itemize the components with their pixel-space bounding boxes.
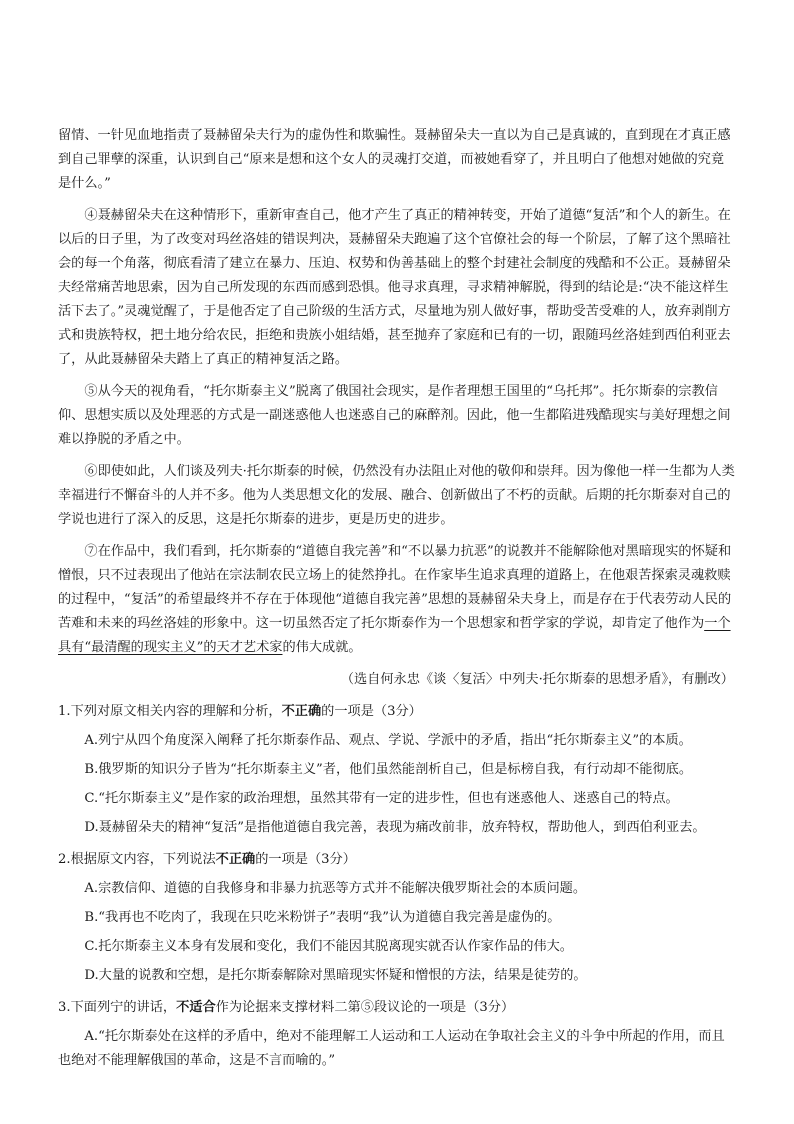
passage-paragraph-4: ④聂赫留朵夫在这种情形下，重新审查自己，他才产生了真正的精神转变，开始了道德“复活”和个人的新生。在以后的日子里，为了改变对玛丝洛娃的错误判决，聂赫留朵夫跑遍了这个官僚社会的每一个阶层，了解了这个黑暗社会的每一个角落，彻底看清了建立在暴力、压迫、权势和伪善基础上的整个封建社会制度的残酷和不公正。聂赫留朵夫经常痛苦地思索，因为自己所发现的东西而感到恐惧。他寻求真理，寻求精神解脱，得到的结论是:“决不能这样生活下去了。”灵魂觉醒了，于是他否定了自己阶级的生活方式，尽量地为别人做好事，帮助受苦受难的人，放弃剥削方式和贵族特权，把土地分给农民，拒绝和贵族小姐结婚，甚至抛弃了家庭和已有的一切，跟随玛丝洛娃到西伯利亚去了，从此聂赫留朵夫踏上了真正的精神复活之路。 — [58, 208, 731, 367]
question-2-option-b: B.“我再也不吃肉了，我现在只吃米粉饼子”表明“我”认为道德自我完善是虚伪的。 — [84, 910, 561, 925]
question-1-option-a: A.列宁从四个角度深入阐释了托尔斯泰作品、观点、学说、学派中的矛盾，指出“托尔斯泰主义”的本质。 — [84, 733, 692, 748]
question-1-stem-b: 的一项是（3分） — [321, 704, 422, 719]
question-2-option-c: C.托尔斯泰主义本身有发展和变化，我们不能因其脱离现实就否认作家作品的伟大。 — [84, 939, 573, 954]
question-1-option-c: C.“托尔斯泰主义”是作家的政治理想，虽然其带有一定的进步性，但也有迷惑他人、迷惑自己的特点。 — [84, 791, 679, 806]
passage-paragraph-6: ⑥即使如此，人们谈及列夫·托尔斯泰的时候，仍然没有办法阻止对他的敬仰和崇拜。因为像他一样一生都为人类幸福进行不懈奋斗的人并不多。他为人类思想文化的发展、融合、创新做出了不朽的贡献。后期的托尔斯泰对自己的学说也进行了深入的反思，这是托尔斯泰的进步，更是历史的进步。 — [58, 464, 735, 527]
question-3-stem — [58, 996, 736, 1020]
question-1 — [58, 700, 736, 840]
question-2-stem — [58, 848, 736, 872]
question-1-emphasis: 不正确 — [281, 704, 322, 719]
question-2-option-d: D.大量的说教和空想，是托尔斯泰解除对黑暗现实怀疑和憎恨的方法，结果是徒劳的。 — [84, 968, 587, 983]
paragraph-7-text-a: ⑦在作品中，我们看到，托尔斯泰的“道德自我完善”和“不以暴力抗恶”的说教并不能解除他对黑暗现实的怀疑和憎恨，只不过表现出了他站在宗法制农民立场上的徒然挣扎。在作家毕生追求真理的道路上，在他艰苦探索灵魂救赎的过程中，“复活”的希望最终并不存在于体现他“道德自我完善”思想的聂赫留朵夫身上，而是存在于代表劳动人民的苦难和未来的玛丝洛娃的形象中。这一切虽然否定了托尔斯泰作为一个思想家和哲学家的学说，却肯定了他作为 — [58, 544, 732, 631]
passage-source: （选自何永忠《谈〈复活〉中列夫·托尔斯泰的思想矛盾》，有删改） — [340, 672, 734, 687]
passage-paragraph-5: ⑤从今天的视角看，“托尔斯泰主义”脱离了俄国社会现实，是作者理想王国里的“乌托邦”。托尔斯泰的宗教信仰、思想实质以及处理恶的方式是一副迷惑他人也迷惑自己的麻醉剂。因此，他一生都陷进残酷现实与美好理想之间难以挣脱的矛盾之中。 — [58, 384, 731, 447]
question-2-emphasis: 不正确 — [215, 852, 256, 867]
question-1-option-d: D.聂赫留朵夫的精神“复活”是指他道德自我完善，表现为痛改前非，放弃特权，帮助他人，到西伯利亚去。 — [84, 820, 706, 835]
question-3-option-a: A.“托尔斯泰处在这样的矛盾中，绝对不能理解工人运动和工人运动在争取社会主义的斗争中所起的作用，而且也绝对不能理解俄国的革命，这是不言而喻的。” — [58, 1029, 725, 1068]
paragraph-7-text-b: 的伟大成就。 — [282, 640, 362, 655]
question-2 — [58, 848, 736, 988]
question-3-stem-a: 3.下面列宁的讲话， — [58, 1000, 177, 1015]
passage-paragraph-intro: 留情、一针见血地指责了聂赫留朵夫行为的虚伪性和欺骗性。聂赫留朵夫一直以为自己是真诚的，直到现在才真正感到自己罪孽的深重，认识到自己“原来是想和这个女人的灵魂打交道，而被她看穿了，并且明白了他想对她做的究竟是什么。” — [58, 128, 731, 191]
question-2-stem-a: 2.根据原文内容，下列说法 — [58, 852, 216, 867]
question-1-stem — [58, 700, 736, 724]
question-3-emphasis: 不适合 — [176, 1000, 216, 1015]
question-3 — [58, 996, 736, 1073]
question-1-option-b: B.俄罗斯的知识分子皆为“托尔斯泰主义”者，他们虽然能剖析自己，但是标榜自我，有行动却不能彻底。 — [84, 762, 693, 777]
question-2-option-a: A.宗教信仰、道德的自我修身和非暴力抗恶等方式并不能解决俄罗斯社会的本质问题。 — [84, 881, 587, 896]
passage-paragraph-7 — [58, 540, 736, 660]
question-1-stem-a: 1.下列对原文相关内容的理解和分析， — [58, 704, 282, 719]
question-2-stem-b: 的一项是（3分） — [255, 852, 356, 867]
paragraph-7-underlined-text: 一个具有“最清醒的现实主义”的天才艺术家 — [58, 616, 731, 655]
question-3-stem-b: 作为论据来支撑材料二第⑤段议论的一项是（3分） — [215, 1000, 515, 1015]
